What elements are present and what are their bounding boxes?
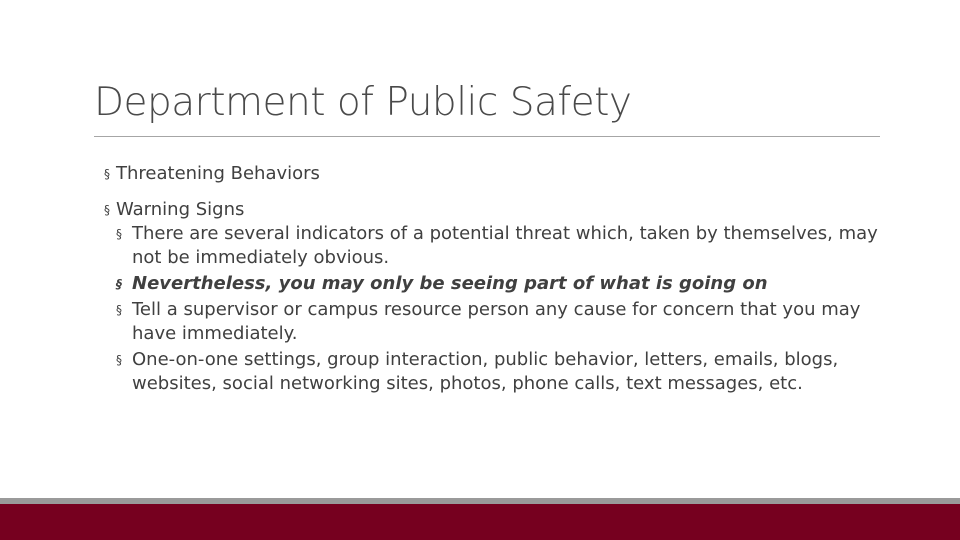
sub-bullet-item: [104, 348, 880, 396]
bullet-item: [104, 198, 880, 222]
bullet-marker-icon: §: [116, 277, 122, 291]
sub-bullet-text: Nevertheless, you may only be seeing part of what is going on: [132, 273, 768, 294]
sub-bullet-text: One-on-one settings, group interaction, public behavior, letters, emails, blogs, websites, social networking sites, photos, phone calls, text messages, etc.: [132, 349, 839, 394]
footer-bar: [0, 504, 960, 540]
title-divider: [94, 136, 880, 137]
slide-title: Department of Public Safety: [94, 80, 632, 125]
bullet-marker-icon: §: [116, 303, 122, 317]
sub-bullet-text: There are several indicators of a potential threat which, taken by themselves, may not be immediately obvious.: [132, 223, 878, 268]
bullet-marker-icon: §: [116, 353, 122, 367]
sub-bullet-list: [104, 222, 880, 396]
bullet-marker-icon: §: [116, 227, 122, 241]
sub-bullet-item: [104, 298, 880, 346]
bullet-text: Threatening Behaviors: [116, 163, 320, 184]
slide-content: [104, 162, 880, 398]
bullet-marker-icon: §: [104, 203, 110, 217]
sub-bullet-text: Tell a supervisor or campus resource person any cause for concern that you may have immediately.: [132, 299, 861, 344]
sub-bullet-item: [104, 222, 880, 270]
bullet-marker-icon: §: [104, 167, 110, 181]
sub-bullet-item: [104, 272, 880, 296]
bullet-item: [104, 162, 880, 186]
bullet-text: Warning Signs: [116, 199, 245, 220]
